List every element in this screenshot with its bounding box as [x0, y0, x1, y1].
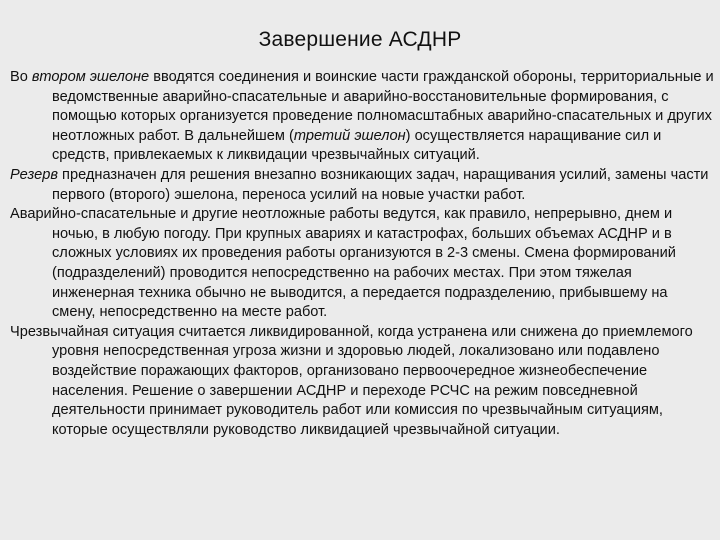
p1-emphasis-second-echelon: втором эшелоне — [31, 69, 150, 85]
p2-emphasis-reserve: Резерв — [10, 166, 58, 183]
p1-text-a: Во — [10, 69, 32, 85]
paragraph-reserve — [10, 166, 714, 205]
slide-title: Завершение АСДНР — [258, 28, 462, 51]
p1-emphasis-third-echelon: третий эшелон — [293, 127, 406, 144]
paragraph-second-echelon — [10, 68, 714, 166]
paragraph-completion: Чрезвычайная ситуация считается ликвидированной, когда устранена или снижена до приемлемого уровня непосредственная угроза жизни и здоровью людей, локализовано или подавлено воздействие поражающих факторов, организовано первоочередное жизнеобеспечение населения. Решение о завершении АСДНР и переходе РСЧС на режим повседневной деятельности принимает руководитель работ или комиссия по чрезвычайным ситуациям, которые осуществляли руководство ликвидацией чрезвычайной ситуации. — [10, 323, 693, 438]
slide-body — [10, 68, 714, 440]
p1-text-c: вводятся соединения и воинские части гражданской обороны, территориальные и ведомственные аварийно-спасательные и аварийно-восстановительные формирования, с помощью которых организуется проведение полномасштабных аварийно-спасательных и других неотложных работ. В дальнейшем ( — [52, 69, 714, 144]
paragraph-shifts: Аварийно-спасательные и другие неотложные работы ведутся, как правило, непрерывно, днем и ночью, в любую погоду. При крупных авариях и катастрофах, больших объемах АСДНР и в сложных условиях их проведения работы организуются в 2-3 смены. Смена формирований (подразделений) проводится непосредственно на рабочих местах. При этом тяжелая инженерная техника обычно не выводится, а передается подразделению, прибывшему на смену, непосредственно на месте работ. — [10, 206, 676, 321]
p1-text-e: ) осуществляется наращивание сил и средств, привлекаемых к ликвидации чрезвычайных ситуаций. — [52, 127, 662, 164]
p2-text-b: предназначен для решения внезапно возникающих задач, наращивания усилий, замены части первого (второго) эшелона, переноса усилий на новые участки работ. — [52, 166, 709, 203]
